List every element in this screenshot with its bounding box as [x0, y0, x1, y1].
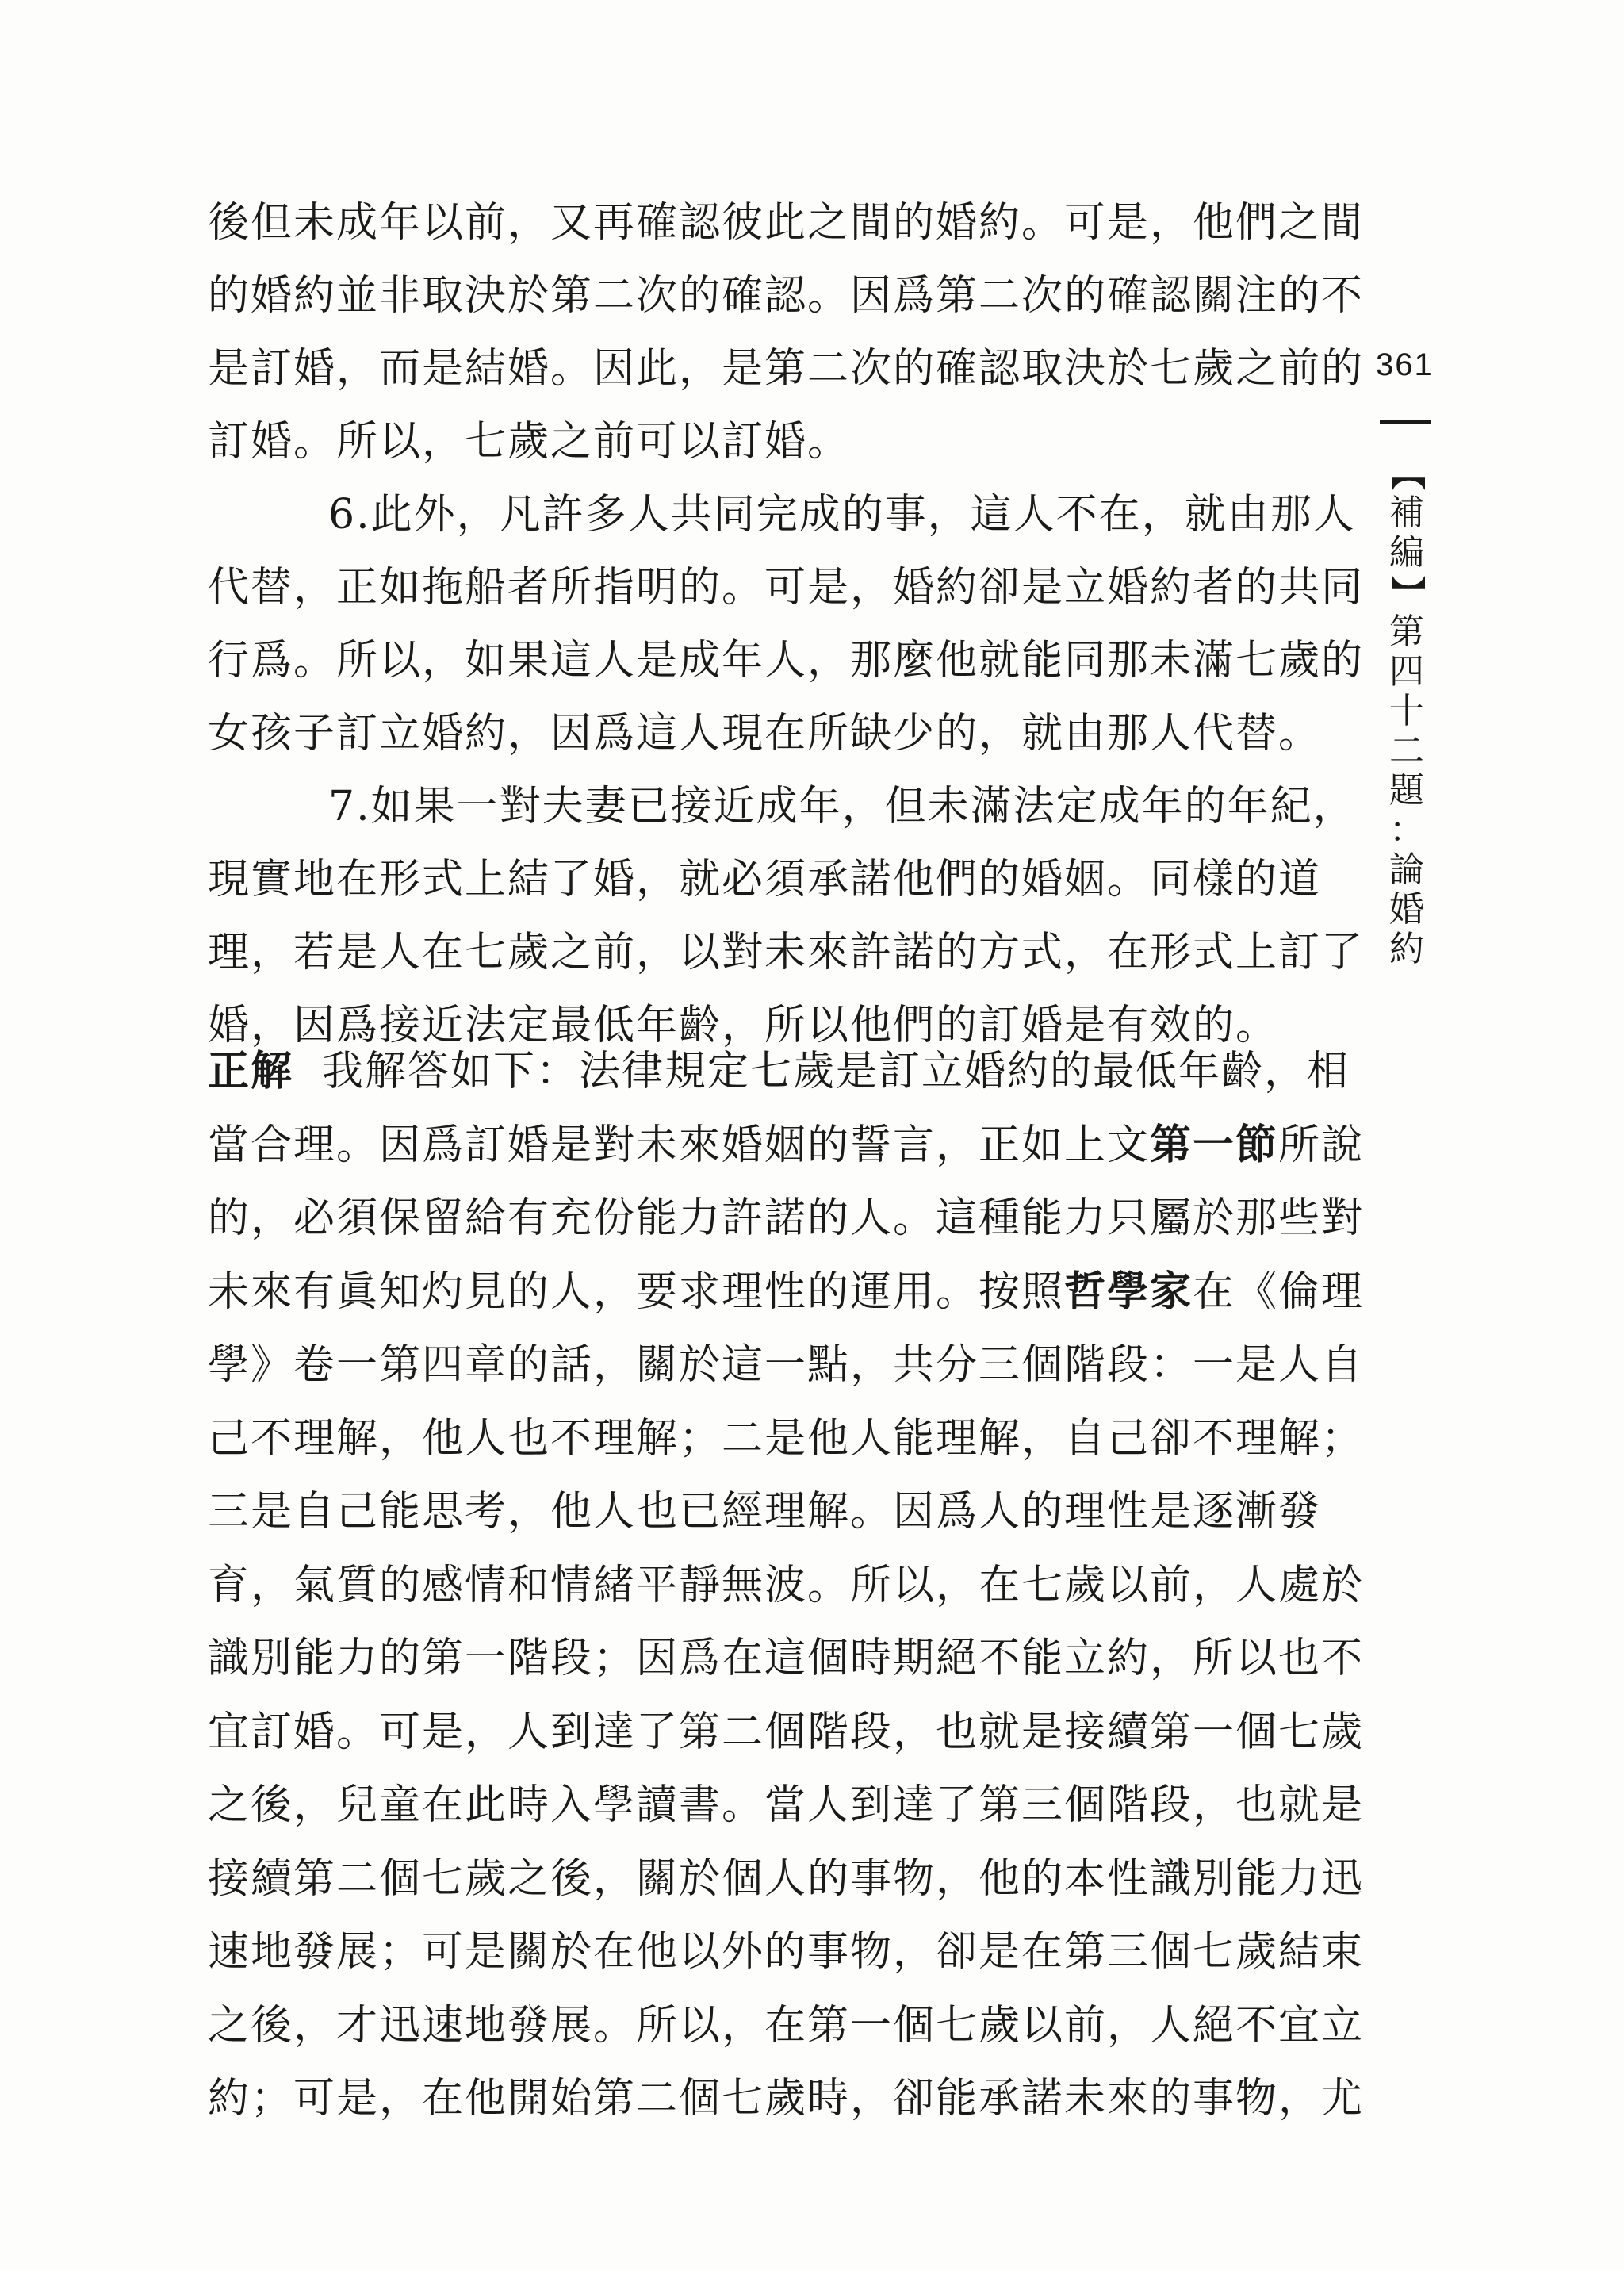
text-line: 女孩子訂立婚約，因爲這人現在所缺少的，就由那人代替。: [208, 710, 1322, 757]
running-head-char: 補: [1389, 493, 1424, 533]
running-head-char: ：: [1389, 810, 1424, 850]
running-head-char: 】: [1387, 575, 1427, 610]
emphasis-text: 哲學家: [1064, 1267, 1193, 1316]
answer-line: 之後，才迅速地發展。所以，在第一個七歲以前，人絕不宜立: [208, 2001, 1365, 2050]
answer-line: 接續第二個七歲之後，關於個人的事物，他的本性識別能力迅: [208, 1854, 1365, 1903]
text-line: 現實地在形式上結了婚，就必須承諾他們的婚姻。同樣的道: [208, 856, 1322, 903]
running-head-char: 論: [1389, 849, 1424, 890]
running-head-char: 二: [1389, 730, 1424, 771]
answer-text: 未來有眞知灼見的人，要求理性的運用。按照: [208, 1267, 1065, 1316]
running-head-char: 第: [1389, 612, 1424, 652]
running-head-char: 【: [1387, 456, 1427, 491]
text-line: 是訂婚，而是結婚。因此，是第二次的確認取決於七歲之前的: [208, 345, 1365, 393]
answer-line: 之後，兒童在此時入學讀書。當人到達了第三個階段，也就是: [208, 1781, 1365, 1829]
answer-line: 約；可是，在他開始第二個七歲時，卻能承諾未來的事物，尤: [208, 2075, 1365, 2122]
answer-line: 學》卷一第四章的話，關於這一點，共分三個階段：一是人自: [208, 1341, 1365, 1389]
text-line: 婚，因爲接近法定最低年齡，所以他們的訂婚是有效的。: [208, 1002, 1279, 1049]
running-head: [1386, 454, 1427, 969]
answer-text: 所說: [1278, 1121, 1365, 1169]
running-head-char: 題: [1389, 770, 1424, 811]
emphasis-text: 第一節: [1150, 1121, 1279, 1169]
running-head-char: 婚: [1389, 889, 1424, 930]
answer-text: 我解答如下：法律規定七歲是訂立婚約的最低年齡，相: [322, 1048, 1350, 1095]
answer-line: 己不理解，他人也不理解；二是他人能理解，自己卻不理解；: [208, 1414, 1365, 1463]
text-line: 行爲。所以，如果這人是成年人，那麼他就能同那未滿七歲的: [208, 637, 1365, 684]
text-line: 的婚約並非取決於第二次的確認。因爲第二次的確認關注的不: [208, 272, 1365, 320]
answer-text: 當合理。因爲訂婚是對未來婚姻的誓言，正如上文: [208, 1121, 1151, 1169]
text-line: 6.此外，凡許多人共同完成的事，這人不在，就由那人: [328, 491, 1356, 539]
answer-line: 速地發展；可是關於在他以外的事物，卻是在第三個七歲結束: [208, 1928, 1365, 1976]
running-head-char: 約: [1389, 929, 1424, 969]
page-number: 361: [1376, 347, 1434, 382]
text-line: 訂婚。所以，七歲之前可以訂婚。: [208, 418, 851, 466]
text-line: 代替，正如拖船者所指明的。可是，婚約卻是立婚約者的共同: [208, 564, 1365, 612]
header-rule: [1380, 420, 1431, 424]
text-line: 7.如果一對夫妻已接近成年，但未滿法定成年的年紀，: [328, 783, 1356, 830]
running-head-char: 十: [1389, 691, 1424, 731]
answer-line: 育，氣質的感情和情緒平靜無波。所以，在七歲以前，人處於: [208, 1561, 1365, 1609]
answer-line: [208, 1109, 1365, 1183]
answer-line: 的，必須保留給有充份能力許諾的人。這種能力只屬於那些對: [208, 1194, 1365, 1242]
running-head-char: 四: [1389, 651, 1424, 692]
answer-label: 正解: [208, 1048, 294, 1095]
answer-line: [208, 1035, 1350, 1109]
text-line: 理，若是人在七歲之前，以對未來許諾的方式，在形式上訂了: [208, 929, 1365, 976]
answer-text: 在《倫理: [1193, 1267, 1365, 1316]
running-head-char: 編: [1389, 532, 1424, 573]
body-text: [208, 186, 1365, 1062]
answer-line: 宜訂婚。可是，人到達了第二個階段，也就是接續第一個七歲: [208, 1708, 1365, 1756]
text-line: 後但未成年以前，又再確認彼此之間的婚約。可是，他們之間: [208, 199, 1365, 247]
answer-section: [208, 1035, 1365, 2136]
answer-line: [208, 1256, 1365, 1329]
answer-line: 三是自己能思考，他人也已經理解。因爲人的理性是逐漸發: [208, 1488, 1322, 1536]
answer-line: 識別能力的第一階段；因爲在這個時期絕不能立約，所以也不: [208, 1635, 1365, 1682]
